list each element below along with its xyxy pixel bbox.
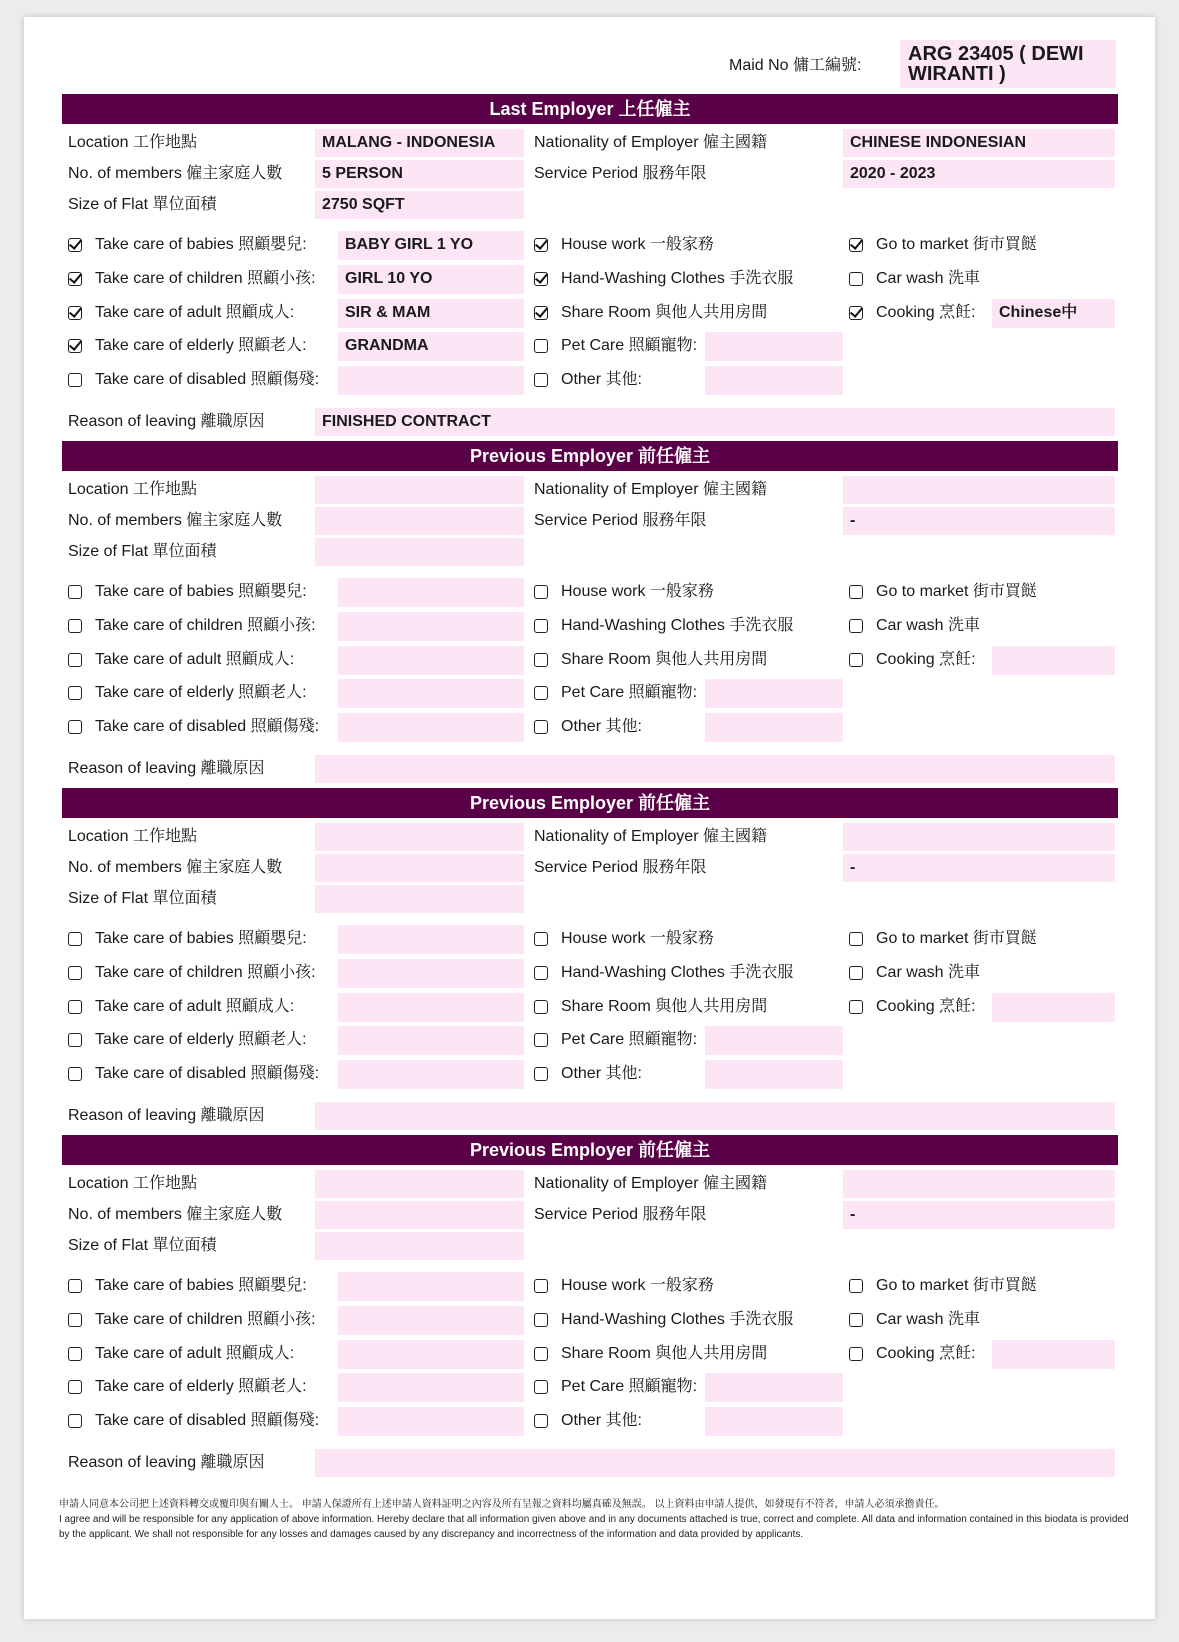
reason-field[interactable] [315,755,1115,783]
flat-label: Size of Flat 單位面積 [68,890,217,907]
babies-checkbox[interactable] [68,932,82,946]
adult-field[interactable]: SIR & MAM [338,299,524,328]
other-field[interactable] [705,713,843,742]
declaration-zh: 申請人同意本公司把上述資料轉交或覆印與有關人士。 申請人保證所有上述申請人資料証明之內容及所有呈報之資料均屬真確及無誤。 以上資料由申請人提供，如發現有不符者，申請人必須承擔責任。 [59,1499,945,1510]
reason-label: Reason of leaving 離職原因 [68,1454,265,1471]
disabled-label: Take care of disabled 照顧傷殘: [95,1412,320,1429]
petcare-checkbox[interactable] [534,1033,548,1047]
elderly-checkbox[interactable] [68,1380,82,1394]
handwash-checkbox[interactable] [534,966,548,980]
shareroom-checkbox[interactable] [534,1000,548,1014]
shareroom-label: Share Room 與他人共用房間 [561,998,768,1015]
carwash-checkbox[interactable] [849,1313,863,1327]
carwash-label: Car wash 洗車 [876,1311,981,1328]
disabled-label: Take care of disabled 照顧傷殘: [95,371,320,388]
babies-checkbox[interactable] [68,238,82,252]
location-field[interactable] [315,823,524,851]
children-checkbox[interactable] [68,1313,82,1327]
adult-label: Take care of adult 照顧成人: [95,998,295,1015]
petcare-field[interactable] [705,679,843,708]
handwash-checkbox[interactable] [534,619,548,633]
children-checkbox[interactable] [68,966,82,980]
flat-label: Size of Flat 單位面積 [68,1237,217,1254]
nationality-field[interactable]: CHINESE INDONESIAN [843,129,1115,157]
housework-checkbox[interactable] [534,238,548,252]
housework-label: House work 一般家務 [561,930,714,947]
nationality-label: Nationality of Employer 僱主國籍 [534,828,767,845]
other-label: Other 其他: [561,371,642,388]
babies-label: Take care of babies 照顧嬰兒: [95,930,307,947]
service-field[interactable]: 2020 - 2023 [843,160,1115,188]
children-label: Take care of children 照顧小孩: [95,617,316,634]
petcare-field[interactable] [705,1026,843,1055]
babies-field[interactable]: BABY GIRL 1 YO [338,231,524,260]
disabled-checkbox[interactable] [68,373,82,387]
babies-label: Take care of babies 照顧嬰兒: [95,236,307,253]
reason-label: Reason of leaving 離職原因 [68,1107,265,1124]
flat-field[interactable]: 2750 SQFT [315,191,524,219]
children-field[interactable]: GIRL 10 YO [338,265,524,294]
adult-checkbox[interactable] [68,1000,82,1014]
children-field[interactable] [338,612,524,641]
service-label: Service Period 服務年限 [534,512,707,529]
disabled-field[interactable] [338,1060,524,1089]
location-field[interactable]: MALANG - INDONESIA [315,129,524,157]
other-label: Other 其他: [561,718,642,735]
other-checkbox[interactable] [534,373,548,387]
handwash-label: Hand-Washing Clothes 手洗衣服 [561,1311,794,1328]
reason-label: Reason of leaving 離職原因 [68,413,265,430]
adult-label: Take care of adult 照顧成人: [95,651,295,668]
location-field[interactable] [315,476,524,504]
biodata-page [24,17,1155,1619]
members-label: No. of members 僱主家庭人數 [68,859,283,876]
nationality-field[interactable] [843,823,1115,851]
nationality-label: Nationality of Employer 僱主國籍 [534,1175,767,1192]
carwash-label: Car wash 洗車 [876,964,981,981]
cooking-field[interactable] [992,1340,1115,1369]
reason-field[interactable] [315,1449,1115,1477]
disabled-field[interactable] [338,713,524,742]
handwash-label: Hand-Washing Clothes 手洗衣服 [561,964,794,981]
members-field[interactable]: 5 PERSON [315,160,524,188]
children-field[interactable] [338,959,524,988]
children-checkbox[interactable] [68,619,82,633]
children-field[interactable] [338,1306,524,1335]
disabled-checkbox[interactable] [68,1414,82,1428]
carwash-checkbox[interactable] [849,272,863,286]
nationality-field[interactable] [843,476,1115,504]
members-field[interactable] [315,854,524,882]
housework-label: House work 一般家務 [561,583,714,600]
section-title: Previous Employer 前任僱主 [62,1135,1118,1165]
location-label: Location 工作地點 [68,828,197,845]
members-field[interactable] [315,1201,524,1229]
cooking-label: Cooking 烹飪: [876,651,976,668]
children-label: Take care of children 照顧小孩: [95,964,316,981]
location-label: Location 工作地點 [68,134,197,151]
section-title: Last Employer 上任僱主 [62,94,1118,124]
shareroom-checkbox[interactable] [534,1347,548,1361]
disabled-checkbox[interactable] [68,1067,82,1081]
declaration [59,1497,1129,1542]
market-label: Go to market 街市買餸 [876,236,1037,253]
elderly-field[interactable] [338,1373,524,1402]
reason-label: Reason of leaving 離職原因 [68,760,265,777]
market-label: Go to market 街市買餸 [876,583,1037,600]
cooking-field[interactable]: Chinese中 [992,299,1115,328]
other-label: Other 其他: [561,1412,642,1429]
elderly-label: Take care of elderly 照顧老人: [95,337,307,354]
babies-field[interactable] [338,925,524,954]
babies-field[interactable] [338,1272,524,1301]
carwash-label: Car wash 洗車 [876,270,981,287]
members-label: No. of members 僱主家庭人數 [68,165,283,182]
reason-field[interactable] [315,1102,1115,1130]
cooking-field[interactable] [992,646,1115,675]
handwash-label: Hand-Washing Clothes 手洗衣服 [561,617,794,634]
members-field[interactable] [315,507,524,535]
maid-no-label: Maid No 傭工編號: [729,57,862,74]
members-label: No. of members 僱主家庭人數 [68,1206,283,1223]
market-checkbox[interactable] [849,585,863,599]
flat-field[interactable] [315,885,524,913]
babies-field[interactable] [338,578,524,607]
cooking-label: Cooking 烹飪: [876,304,976,321]
flat-field[interactable] [315,538,524,566]
declaration-en: I agree and will be responsible for any application of above information. Hereby declare that all information given above and in any documents attached is true, correct and complete. All data and information contained in this biodata is provided by the applicant. We shall not responsible for any losses and damages caused by any discrepancy and incorrectness of the information and data provided by applicants. [59,1514,1129,1540]
disabled-label: Take care of disabled 照顧傷殘: [95,718,320,735]
housework-checkbox[interactable] [534,932,548,946]
other-field[interactable] [705,366,843,395]
location-field[interactable] [315,1170,524,1198]
carwash-checkbox[interactable] [849,619,863,633]
service-label: Service Period 服務年限 [534,165,707,182]
shareroom-checkbox[interactable] [534,306,548,320]
petcare-label: Pet Care 照顧寵物: [561,684,698,701]
babies-checkbox[interactable] [68,1279,82,1293]
other-field[interactable] [705,1060,843,1089]
other-checkbox[interactable] [534,720,548,734]
children-label: Take care of children 照顧小孩: [95,270,316,287]
babies-label: Take care of babies 照顧嬰兒: [95,1277,307,1294]
flat-label: Size of Flat 單位面積 [68,543,217,560]
flat-field[interactable] [315,1232,524,1260]
other-label: Other 其他: [561,1065,642,1082]
adult-label: Take care of adult 照顧成人: [95,304,295,321]
location-label: Location 工作地點 [68,1175,197,1192]
disabled-field[interactable] [338,366,524,395]
adult-checkbox[interactable] [68,1347,82,1361]
shareroom-label: Share Room 與他人共用房間 [561,304,768,321]
adult-label: Take care of adult 照顧成人: [95,1345,295,1362]
other-checkbox[interactable] [534,1414,548,1428]
maid-no-value: ARG 23405 ( DEWI WIRANTI ) [900,40,1116,88]
location-label: Location 工作地點 [68,481,197,498]
shareroom-label: Share Room 與他人共用房間 [561,1345,768,1362]
petcare-field[interactable] [705,1373,843,1402]
elderly-checkbox[interactable] [68,339,82,353]
elderly-checkbox[interactable] [68,686,82,700]
children-label: Take care of children 照顧小孩: [95,1311,316,1328]
cooking-checkbox[interactable] [849,653,863,667]
adult-field[interactable] [338,646,524,675]
market-checkbox[interactable] [849,1279,863,1293]
market-label: Go to market 街市買餸 [876,1277,1037,1294]
housework-checkbox[interactable] [534,585,548,599]
petcare-checkbox[interactable] [534,1380,548,1394]
service-field[interactable]: - [843,1201,1115,1229]
housework-checkbox[interactable] [534,1279,548,1293]
babies-checkbox[interactable] [68,585,82,599]
disabled-label: Take care of disabled 照顧傷殘: [95,1065,320,1082]
elderly-label: Take care of elderly 照顧老人: [95,1378,307,1395]
service-field[interactable]: - [843,507,1115,535]
adult-checkbox[interactable] [68,653,82,667]
petcare-label: Pet Care 照顧寵物: [561,1378,698,1395]
elderly-field[interactable] [338,1026,524,1055]
elderly-label: Take care of elderly 照顧老人: [95,1031,307,1048]
handwash-checkbox[interactable] [534,1313,548,1327]
nationality-field[interactable] [843,1170,1115,1198]
cooking-field[interactable] [992,993,1115,1022]
elderly-checkbox[interactable] [68,1033,82,1047]
cooking-checkbox[interactable] [849,1347,863,1361]
service-label: Service Period 服務年限 [534,859,707,876]
carwash-label: Car wash 洗車 [876,617,981,634]
cooking-checkbox[interactable] [849,306,863,320]
market-checkbox[interactable] [849,932,863,946]
other-checkbox[interactable] [534,1067,548,1081]
nationality-label: Nationality of Employer 僱主國籍 [534,134,767,151]
babies-label: Take care of babies 照顧嬰兒: [95,583,307,600]
adult-field[interactable] [338,993,524,1022]
members-label: No. of members 僱主家庭人數 [68,512,283,529]
market-checkbox[interactable] [849,238,863,252]
market-label: Go to market 街市買餸 [876,930,1037,947]
children-checkbox[interactable] [68,272,82,286]
elderly-field[interactable]: GRANDMA [338,332,524,361]
elderly-field[interactable] [338,679,524,708]
nationality-label: Nationality of Employer 僱主國籍 [534,481,767,498]
housework-label: House work 一般家務 [561,236,714,253]
housework-label: House work 一般家務 [561,1277,714,1294]
other-field[interactable] [705,1407,843,1436]
disabled-checkbox[interactable] [68,720,82,734]
petcare-checkbox[interactable] [534,339,548,353]
shareroom-checkbox[interactable] [534,653,548,667]
handwash-label: Hand-Washing Clothes 手洗衣服 [561,270,794,287]
flat-label: Size of Flat 單位面積 [68,196,217,213]
petcare-label: Pet Care 照顧寵物: [561,1031,698,1048]
petcare-label: Pet Care 照顧寵物: [561,337,698,354]
adult-field[interactable] [338,1340,524,1369]
cooking-label: Cooking 烹飪: [876,998,976,1015]
elderly-label: Take care of elderly 照顧老人: [95,684,307,701]
handwash-checkbox[interactable] [534,272,548,286]
petcare-field[interactable] [705,332,843,361]
cooking-checkbox[interactable] [849,1000,863,1014]
petcare-checkbox[interactable] [534,686,548,700]
carwash-checkbox[interactable] [849,966,863,980]
section-title: Previous Employer 前任僱主 [62,788,1118,818]
reason-field[interactable]: FINISHED CONTRACT [315,408,1115,436]
section-title: Previous Employer 前任僱主 [62,441,1118,471]
service-field[interactable]: - [843,854,1115,882]
service-label: Service Period 服務年限 [534,1206,707,1223]
adult-checkbox[interactable] [68,306,82,320]
disabled-field[interactable] [338,1407,524,1436]
shareroom-label: Share Room 與他人共用房間 [561,651,768,668]
cooking-label: Cooking 烹飪: [876,1345,976,1362]
